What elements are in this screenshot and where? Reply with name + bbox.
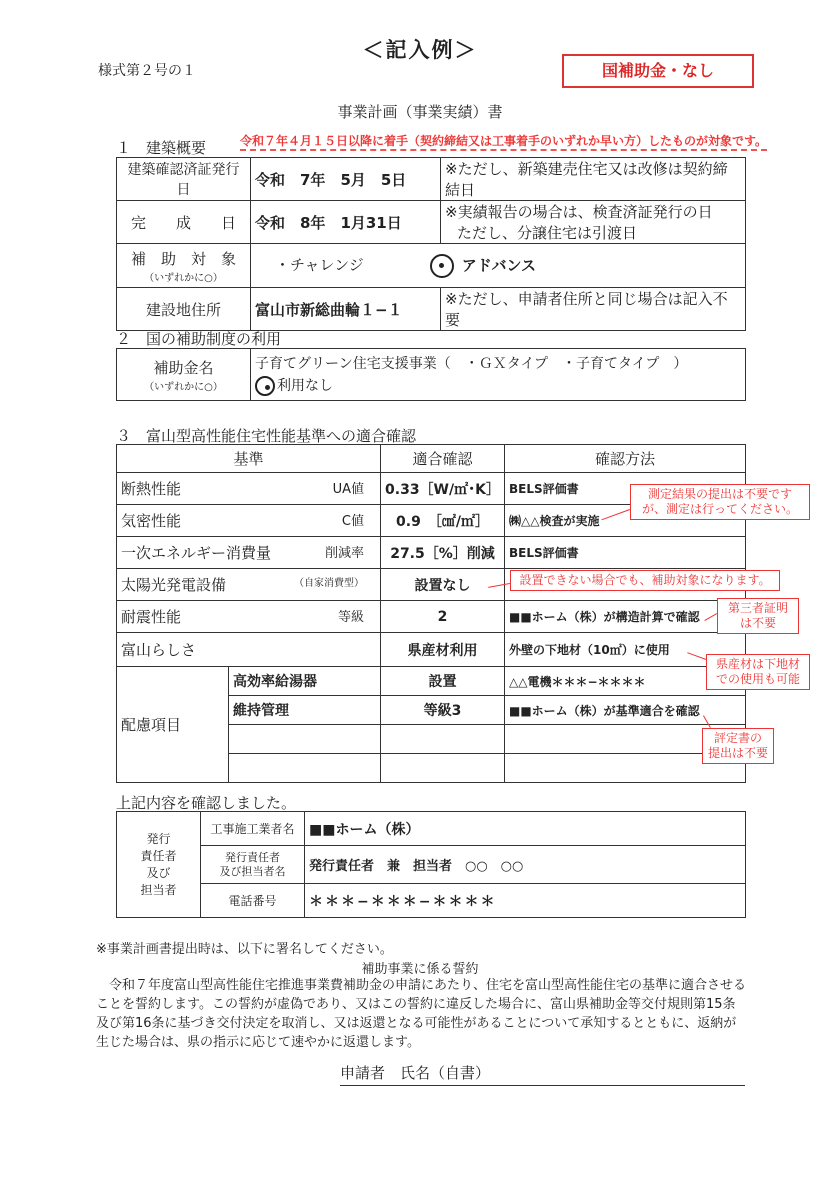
conform-value: 0.9 ［㎠/㎡］ [381,505,505,537]
phone-value: ＊＊＊−＊＊＊−＊＊＊＊ [305,884,746,918]
consideration-item: 維持管理 [229,696,381,725]
pledge-body: 令和７年度富山型高性能住宅推進事業費補助金の申請にあたり、住宅を富山型高性能住宅の基準に適合させることを誓約します。この誓約が虚偽であり、又はこの誓約に違反した場合に、富山県補助金等交付規則第15条及び第16条に基づき交付決定を取消し、又は返還となる可能性があることについて承知するとともに、返納が生じた場合は、県の指示に応じて速やかに返還します。 [96,978,747,1050]
issuer-side-label: 発行 責任者 及び 担当者 [117,812,201,918]
callout-wood: 県産材は下地材 での使用も可能 [706,654,810,690]
pledge-title: 補助事業に係る誓約 [361,962,479,977]
col-method: 確認方法 [505,445,746,473]
selected-circle-icon [255,376,275,396]
document-title: 事業計画（事業実績）書 [337,103,503,121]
col-conform: 適合確認 [381,445,505,473]
completion-date-value: 令和 8年 1月31日 [251,201,441,244]
subsidy-name-options [251,349,746,401]
consideration-value [381,754,505,783]
completion-date-label: 完 成 日 [117,201,251,244]
standard-name-cell [117,537,381,569]
consideration-method: △△電機＊＊＊−＊＊＊＊ [505,667,746,696]
section2-heading: ２ 国の補助制度の利用 [116,330,282,348]
standard-row [117,601,746,633]
standard-name: 一次エネルギー消費量 [121,544,272,562]
completion-note-line2: ただし、分譲住宅は引渡日 [457,224,638,242]
section1-heading: １ 建築概要 [116,139,207,157]
callout-measure: 測定結果の提出は不要です が、測定は行ってください。 [630,484,810,520]
address-note: ※ただし、申請者住所と同じ場合は記入不要 [441,288,746,331]
consideration-item: 高効率給湯器 [229,667,381,696]
consideration-value: 設置 [381,667,505,696]
method-value: BELS評価書 [505,537,746,569]
standard-name: 富山らしさ [121,641,197,659]
target-option-advance: アドバンス [461,256,537,274]
standard-unit: （自家消費型） [294,578,364,589]
contractor-value: ■■ホーム（株） [305,812,746,846]
completion-note-line1: ※実績報告の場合は、検査済証発行の日 [445,203,713,221]
standard-row [117,537,746,569]
signature-line: 申請者 氏名（自書） [340,1062,745,1086]
standard-name-cell [117,601,381,633]
conform-value: 県産材利用 [381,633,505,667]
standard-unit: 等級 [337,610,364,625]
person-label: 発行責任者 及び担当者名 [201,846,305,884]
selected-circle-icon [430,254,454,278]
consideration-label: 配慮項目 [117,667,229,783]
person-value: 発行責任者 兼 担当者 ○○ ○○ [305,846,746,884]
callout-third-party: 第三者証明 は不要 [717,598,799,634]
conform-value: 設置なし [381,569,505,601]
method-value: 外壁の下地材（10㎡）に使用 [505,633,746,667]
pledge-instruction: ※事業計画書提出時は、以下に署名してください。 [96,942,393,957]
standard-unit: 削減率 [324,546,364,561]
consideration-item [229,754,381,783]
form-number: 様式第２号の１ [98,63,196,79]
confirm-date-label: 建築確認済証発行日 [117,158,251,201]
section2-table [116,348,746,401]
address-value: 富山市新総曲輪１−１ [251,288,441,331]
address-label: 建設地住所 [117,288,251,331]
standard-row [117,633,746,667]
target-option-challenge: ・チャレンジ [275,256,364,274]
conform-value: 2 [381,601,505,633]
subsidy-option-none: 利用なし [277,377,333,394]
confirm-date-value: 令和 7年 5月 5日 [251,158,441,201]
subsidy-name-label: 補助金名 （いずれかに○） [117,349,251,401]
target-sub-label: （いずれかに○） [144,272,223,284]
standard-name-cell [117,505,381,537]
standard-unit: UA値 [332,482,364,497]
method-value: ■■ホーム（株）が構造計算で確認 [505,601,746,633]
callout-solar: 設置できない場合でも、補助対象になります。 [510,570,780,591]
standard-name: 耐震性能 [121,608,182,626]
standard-name-cell [117,569,381,601]
consideration-value [381,725,505,754]
subsidy-badge: 国補助金・なし [562,54,754,88]
issuer-table [116,811,746,918]
section1-table [116,157,746,331]
subsidy-name-sub: （いずれかに○） [144,381,223,393]
standard-name: 太陽光発電設備 [121,576,227,594]
standard-name: 気密性能 [121,512,182,530]
conform-value: 0.33［W/㎡･K］ [381,473,505,505]
page-title: ＜記入例＞ [362,38,478,62]
target-options [251,244,746,288]
standard-unit: C値 [341,514,364,529]
consideration-item [229,725,381,754]
consideration-value: 等級3 [381,696,505,725]
section1-red-note: 令和７年４月１５日以降に着手（契約締結又は工事着手のいずれか早い方）したものが対象です。 [240,132,767,151]
confirm-date-note: ※ただし、新築建売住宅又は改修は契約締結日 [441,158,746,201]
target-label: 補 助 対 象 （いずれかに○） [117,244,251,288]
method-value: ㈱△△検査が実施 [505,505,746,537]
phone-label: 電話番号 [201,884,305,918]
subsidy-option-kosodate: 子育てグリーン住宅支援事業（ ・ＧＸタイプ ・子育てタイプ ） [255,355,688,372]
col-standard: 基準 [117,445,381,473]
consideration-row [117,667,746,696]
conform-value: 27.5［%］削減 [381,537,505,569]
contractor-label: 工事施工業者名 [201,812,305,846]
method-value: BELS評価書 [505,473,746,505]
confirm-text: 上記内容を確認しました。 [116,794,297,812]
consideration-method: ■■ホーム（株）が基準適合を確認 [505,696,746,725]
standard-name-cell [117,473,381,505]
standard-name: 断熱性能 [121,480,182,498]
completion-date-note [441,201,746,244]
standard-name-cell [117,633,381,667]
section3-heading: ３ 富山型高性能住宅性能基準への適合確認 [116,427,417,445]
callout-cert: 評定書の 提出は不要 [702,728,774,764]
